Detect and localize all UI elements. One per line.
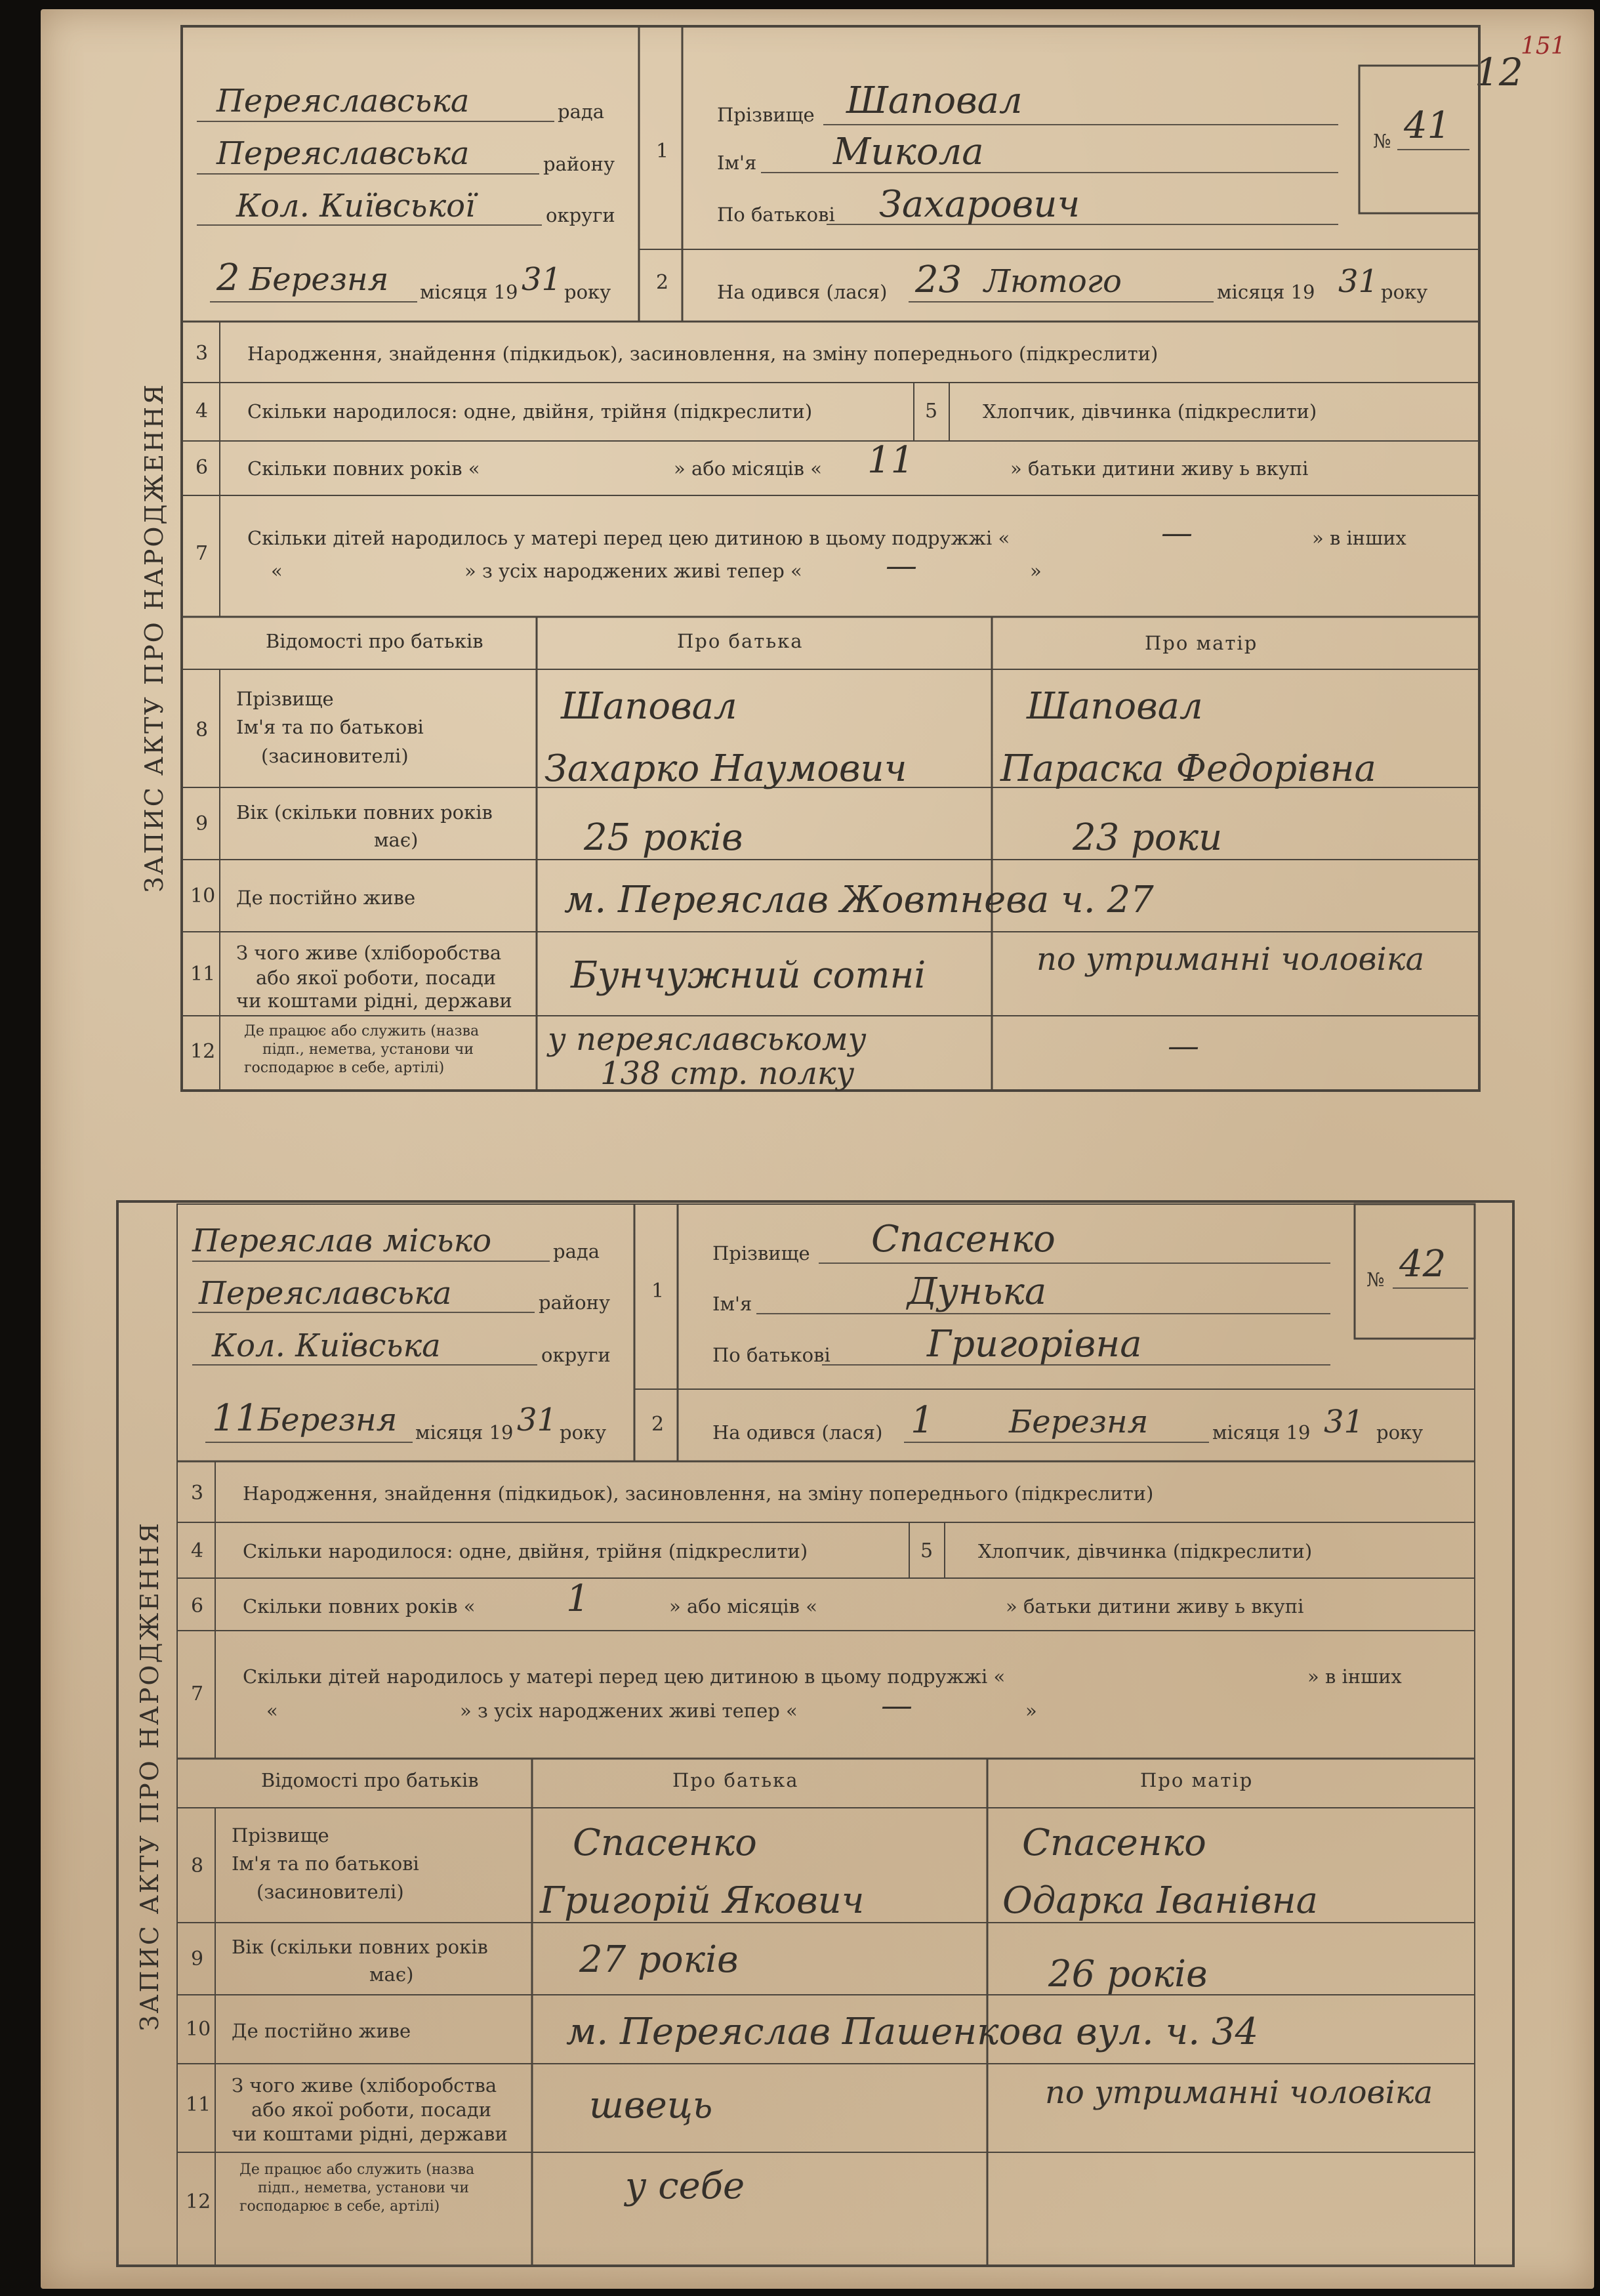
patronymic-value: Захарович: [879, 183, 1080, 226]
name-label: Ім'я: [717, 152, 757, 174]
born-misiatsia-label: місяця 19: [1217, 281, 1315, 303]
section-number-2: 2: [651, 1413, 665, 1436]
born-year-value: 31: [1338, 263, 1379, 300]
born-month-value: Березня: [1009, 1404, 1149, 1440]
row7-label-b: » в інших: [1312, 527, 1406, 549]
okruha-label: округи: [546, 204, 615, 226]
side-title: ЗАПИС АКТУ ПРО НАРОДЖЕННЯ: [140, 383, 169, 892]
row7-label-c: «: [266, 1700, 278, 1722]
date-misiatsia-label: місяця 19: [420, 281, 518, 303]
reg-day-value: 11: [212, 1397, 259, 1440]
patronymic-label: По батькові: [717, 203, 835, 226]
row-number-8: 8: [195, 719, 209, 741]
r9-label-b: має): [369, 1963, 414, 1986]
father-occupation-value: Бунчужний сотні: [571, 954, 926, 997]
r11-label-b: або якої роботи, посади: [251, 2098, 492, 2121]
r8-label-c: (засиновителі): [261, 745, 409, 767]
name-value: Микола: [833, 131, 984, 173]
row-number-11: 11: [190, 963, 216, 986]
r8-label-a: Прізвище: [236, 688, 334, 710]
row-number-4: 4: [191, 1539, 204, 1562]
father-occupation-value: швець: [589, 2084, 713, 2127]
row-number-5: 5: [925, 400, 938, 423]
date-roku-label: року: [564, 281, 611, 303]
row-number-9: 9: [195, 812, 209, 835]
corner-mark-red: 151: [1521, 33, 1566, 60]
father-work-value-1: у себе: [625, 2165, 745, 2207]
okruha-value: Кол. Київська: [212, 1327, 441, 1364]
row-number-12: 12: [186, 2190, 211, 2213]
r12-label-a: Де працює або служить (назва: [244, 1023, 480, 1039]
raion-label: району: [543, 153, 615, 175]
r10-label: Де постійно живе: [232, 2020, 411, 2042]
r12-label-b: підп., неметва, установи чи: [258, 2180, 470, 2196]
date-misiatsia-label: місяця 19: [415, 1421, 514, 1444]
surname-label: Прізвище: [712, 1242, 810, 1264]
r12-label-c: господарює в себе, артілі): [239, 2198, 440, 2215]
birth-record-2: [117, 1201, 1513, 2266]
reg-year-value: 31: [522, 261, 562, 298]
r8-label-c: (засиновителі): [256, 1881, 404, 1903]
mother-occupation-value: по утриманні чоловіка: [1045, 2074, 1433, 2111]
surname-value: Шаповал: [846, 79, 1023, 122]
row7-label-e: »: [1030, 560, 1042, 582]
mother-col-header: Про матір: [1140, 1769, 1254, 1791]
rada-label: рада: [553, 1240, 600, 1263]
mother-age-value: 23 роки: [1073, 816, 1223, 859]
r8-label-b: Ім'я та по батькові: [232, 1852, 419, 1875]
r11-label-a: З чого живе (хліборобства: [232, 2074, 497, 2097]
born-roku-label: року: [1381, 281, 1428, 303]
row-number-4: 4: [195, 400, 209, 423]
okruha-value: Кол. Київської: [236, 188, 476, 224]
row7-label-d: » з усіх народжених живі тепер «: [464, 560, 802, 582]
r12-label-b: підп., неметва, установи чи: [262, 1041, 474, 1058]
months-together-value: 11: [867, 439, 914, 482]
row3-label: Народження, знайдення (підкидьок), засиновлення, на зміну попереднього (підкреслити): [243, 1482, 1154, 1505]
father-work-value-2: 138 стр. полку: [600, 1055, 855, 1092]
father-name-value: Григорій Якович: [540, 1879, 865, 1922]
row-number-7: 7: [195, 542, 209, 565]
raion-value: Переяславська: [199, 1275, 452, 1312]
row-number-11: 11: [186, 2093, 211, 2116]
born-day-value: 1: [911, 1399, 934, 1442]
r11-label-c: чи коштами рідні, держави: [236, 990, 512, 1012]
row-number-9: 9: [191, 1948, 204, 1971]
r12-label-a: Де працює або служить (назва: [239, 2161, 475, 2178]
r9-label-b: має): [374, 829, 419, 851]
born-misiatsia-label: місяця 19: [1212, 1421, 1311, 1444]
row-number-5: 5: [920, 1539, 933, 1562]
father-work-value-1: у переяславському: [548, 1021, 867, 1058]
row6-label-c: » батьки дитини живу ь вкупі: [1006, 1595, 1304, 1618]
row4-label: Скільки народилося: одне, двійня, трійня (підкреслити): [247, 400, 813, 423]
born-day-value: 23: [915, 259, 962, 301]
section-number-1: 1: [651, 1280, 665, 1303]
born-month-value: Лютого: [984, 263, 1122, 300]
parents-info-header: Відомості про батьків: [261, 1769, 479, 1791]
row7-label-b: » в інших: [1307, 1665, 1402, 1688]
r9-label-a: Вік (скільки повних років: [236, 801, 493, 824]
children-before-value: —: [1161, 514, 1193, 551]
r12-label-c: господарює в себе, артілі): [244, 1060, 445, 1076]
surname-value: Спасенко: [871, 1218, 1056, 1261]
row7-label-a: Скільки дітей народилось у матері перед цею дитиною в цьому подружжі «: [247, 527, 1010, 549]
row6-label-b: » або місяців «: [669, 1595, 817, 1618]
name-label: Ім'я: [712, 1293, 752, 1315]
mother-name-value: Одарка Іванівна: [1002, 1879, 1319, 1922]
row6-label-c: » батьки дитини живу ь вкупі: [1010, 457, 1309, 480]
date-roku-label: року: [560, 1421, 607, 1444]
number-label: №: [1373, 130, 1391, 152]
reg-month-value: Березня: [249, 261, 389, 298]
father-col-header: Про батька: [672, 1769, 799, 1791]
okruha-label: округи: [541, 1344, 611, 1366]
father-name-value: Захарко Наумович: [544, 747, 907, 790]
rada-value: Переяславська: [216, 83, 470, 119]
row6-label-a: Скільки повних років «: [243, 1595, 476, 1618]
mother-col-header: Про матір: [1145, 632, 1258, 654]
r8-label-b: Ім'я та по батькові: [236, 716, 424, 738]
r11-label-a: З чого живе (хліборобства: [236, 942, 502, 964]
row6-label-a: Скільки повних років «: [247, 457, 480, 480]
mother-surname-value: Шаповал: [1027, 685, 1203, 728]
residence-value: м. Переяслав Жовтнева ч. 27: [564, 879, 1154, 921]
name-value: Дунька: [907, 1270, 1047, 1313]
raion-value: Переяславська: [216, 135, 470, 172]
father-surname-value: Шаповал: [561, 685, 737, 728]
mother-work-value: —: [1168, 1028, 1199, 1064]
r8-label-a: Прізвище: [232, 1824, 329, 1847]
r11-label-c: чи коштами рідні, держави: [232, 2123, 508, 2145]
row-number-3: 3: [195, 342, 209, 365]
row5-label: Хлопчик, дівчинка (підкреслити): [983, 400, 1317, 423]
born-year-value: 31: [1324, 1404, 1364, 1440]
born-label: На одився (лася): [717, 281, 888, 303]
patronymic-value: Григорівна: [927, 1323, 1142, 1366]
row6-label-b: » або місяців «: [674, 457, 822, 480]
rada-value: Переяслав місько: [192, 1222, 492, 1259]
row-number-8: 8: [191, 1854, 204, 1877]
born-roku-label: року: [1376, 1421, 1424, 1444]
row-number-10: 10: [186, 2018, 211, 2041]
record-frame: [182, 26, 1479, 1091]
side-title: ЗАПИС АКТУ ПРО НАРОДЖЕННЯ: [135, 1521, 164, 2031]
alive-value: —: [881, 1687, 913, 1724]
r11-label-b: або якої роботи, посади: [256, 967, 497, 989]
years-together-value: 1: [566, 1577, 590, 1620]
r9-label-a: Вік (скільки повних років: [232, 1936, 488, 1958]
father-age-value: 25 років: [584, 816, 743, 859]
surname-label: Прізвище: [717, 104, 815, 126]
birth-record-1: [140, 26, 1479, 1092]
row-number-10: 10: [190, 885, 216, 908]
father-age-value: 27 років: [579, 1938, 739, 1981]
record-number-value: 42: [1399, 1243, 1446, 1285]
reg-month-value: Березня: [258, 1402, 398, 1438]
mother-name-value: Параска Федорівна: [1000, 747, 1376, 790]
residence-value: м. Переяслав Пашенкова вул. ч. 34: [566, 2011, 1259, 2053]
rada-label: рада: [558, 100, 604, 123]
mother-surname-value: Спасенко: [1022, 1822, 1206, 1864]
patronymic-label: По батькові: [712, 1344, 831, 1366]
row3-label: Народження, знайдення (підкидьок), засиновлення, на зміну попереднього (підкреслити): [247, 343, 1159, 365]
row-number-3: 3: [191, 1482, 204, 1505]
row-number-6: 6: [195, 456, 209, 479]
section-number-1: 1: [656, 140, 669, 163]
parents-info-header: Відомості про батьків: [266, 630, 483, 652]
row-number-6: 6: [191, 1595, 204, 1618]
born-label: На одився (лася): [712, 1421, 883, 1444]
row-number-7: 7: [191, 1682, 204, 1705]
r10-label: Де постійно живе: [236, 887, 416, 909]
number-label: №: [1366, 1268, 1385, 1291]
row7-label-a: Скільки дітей народилось у матері перед цею дитиною в цьому подружжі «: [243, 1665, 1006, 1688]
alive-value: —: [886, 547, 917, 584]
corner-mark: 12: [1475, 50, 1523, 94]
mother-occupation-value: по утриманні чоловіка: [1036, 941, 1425, 978]
reg-year-value: 31: [517, 1402, 558, 1438]
row7-label-e: »: [1025, 1700, 1037, 1722]
record-number-value: 41: [1404, 104, 1451, 147]
row7-label-d: » з усіх народжених живі тепер «: [460, 1700, 798, 1722]
father-surname-value: Спасенко: [573, 1822, 757, 1864]
raion-label: району: [539, 1291, 611, 1314]
section-number-2: 2: [656, 271, 669, 294]
row7-label-c: «: [271, 560, 283, 582]
reg-day-value: 2: [216, 257, 240, 299]
row-number-12: 12: [190, 1040, 216, 1063]
mother-age-value: 26 років: [1048, 1953, 1208, 1995]
father-col-header: Про батька: [677, 630, 804, 652]
row5-label: Хлопчик, дівчинка (підкреслити): [978, 1540, 1313, 1562]
row4-label: Скільки народилося: одне, двійня, трійня (підкреслити): [243, 1540, 808, 1562]
